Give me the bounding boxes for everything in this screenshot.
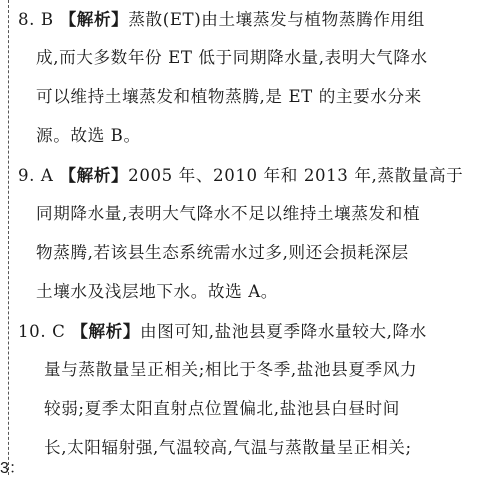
item-10-line-4: 长,太阳辐射强,气温较高,气温与蒸散量呈正相关; xyxy=(44,438,412,457)
item-9-line-4: 土壤水及浅层地下水。故选 A。 xyxy=(36,282,278,301)
item-9-number: 9. A xyxy=(18,166,54,185)
item-10-text-1: 由图可知,盐池县夏季降水量较大,降水 xyxy=(140,322,427,341)
item-10-line-3: 较弱;夏季太阳直射点位置偏北,盐池县白昼时间 xyxy=(44,399,400,418)
item-10-number: 10. C xyxy=(18,322,66,341)
item-8-line-2: 成,而大多数年份 ET 低于同期降水量,表明大气降水 xyxy=(36,48,428,67)
item-8-line-3: 可以维持土壤蒸发和植物蒸腾,是 ET 的主要水分来 xyxy=(36,87,422,106)
page-marker: 3： xyxy=(0,460,25,477)
margin-dashed-rule xyxy=(8,0,9,475)
item-9-line-3: 物蒸腾,若该县生态系统需水过多,则还会损耗深层 xyxy=(36,243,409,262)
item-9-line-1 xyxy=(18,164,463,187)
item-10-line-1 xyxy=(18,320,427,343)
item-10-line-2: 量与蒸散量呈正相关;相比于冬季,盐池县夏季风力 xyxy=(44,360,418,379)
item-9-line-2: 同期降水量,表明大气降水不足以维持土壤蒸发和植 xyxy=(36,204,421,223)
item-8-text-1: 蒸散(ET)由土壤蒸发与植物蒸腾作用组 xyxy=(128,10,425,29)
item-8-number: 8. B xyxy=(18,10,54,29)
item-8-tag: 【解析】 xyxy=(59,9,129,29)
item-9-tag: 【解析】 xyxy=(59,165,129,185)
item-8-line-4: 源。故选 B。 xyxy=(36,126,141,145)
item-9-text-1: 2005 年、2010 年和 2013 年,蒸散量高于 xyxy=(128,166,464,185)
item-8-line-1 xyxy=(18,8,425,31)
item-10-tag: 【解析】 xyxy=(71,321,141,341)
